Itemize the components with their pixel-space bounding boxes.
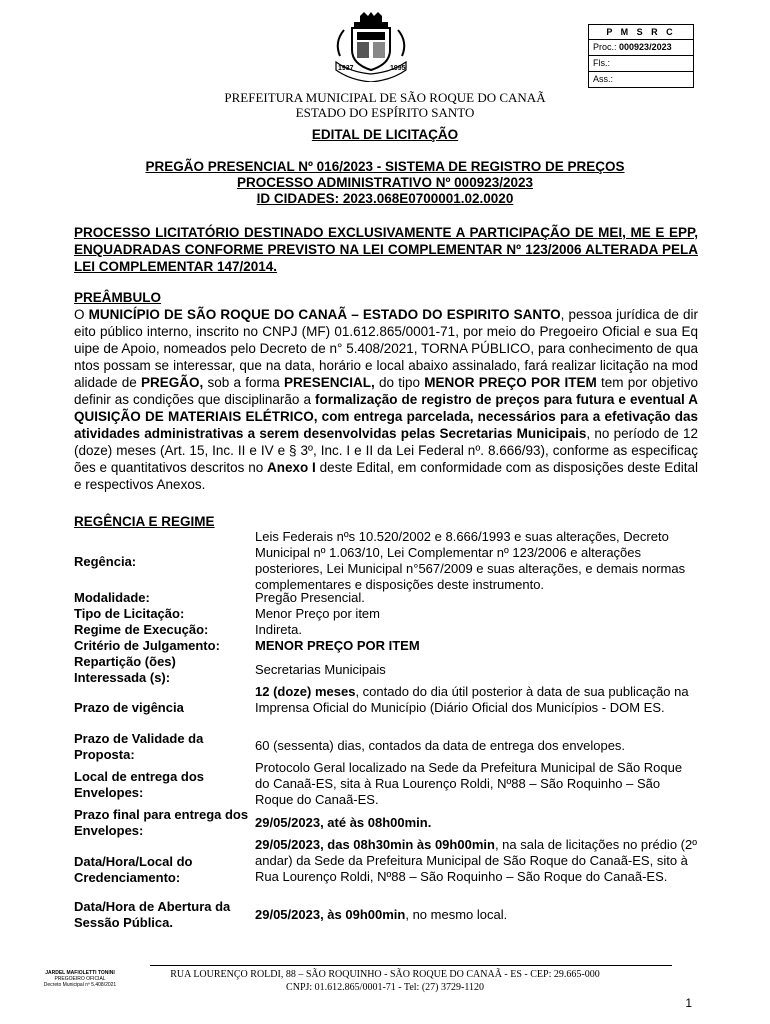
page-number: 1 — [685, 996, 692, 1010]
regime-label-vigencia: Prazo de vigência — [74, 700, 184, 715]
regime-label-tipo: Tipo de Licitação: — [74, 606, 185, 621]
regime-value-vigencia: 12 (doze) meses, contado do dia útil posterior à data de sua publicação na Imprensa Oficial do Município (Diário Oficial dos Municípios - DOM ES. — [255, 684, 689, 715]
signature-decree: Decreto Municipal nº 5.408/2021 — [43, 982, 117, 988]
regime-title: REGÊNCIA E REGIME — [74, 514, 215, 529]
subtitle-id-cidades: ID CIDADES: 2023.068E0700001.02.0020 — [256, 191, 514, 206]
regime-value-local-entrega: Protocolo Geral localizado na Sede da Prefeitura Municipal de São Roque do Canaã-ES, sita à Rua Lourenço Roldi, Nº88 – São Roquinho – São Roque do Canaã-ES. — [255, 760, 683, 807]
preamble-title: PREÂMBULO — [74, 290, 161, 305]
regime-label-prazo-final: Prazo final para entrega dos Envelopes: — [74, 807, 249, 838]
header-state: ESTADO DO ESPÍRITO SANTO — [295, 105, 475, 120]
regime-value-abertura: 29/05/2023, às 09h00min, no mesmo local. — [255, 907, 508, 922]
regime-value-validade: 60 (sessenta) dias, contados da data de entrega dos envelopes. — [255, 738, 626, 753]
crest-year-left: 1937 — [338, 65, 354, 72]
crest-year-right: 1995 — [390, 65, 406, 72]
document-title: EDITAL DE LICITAÇÃO — [311, 127, 459, 142]
preamble-text: O MUNICÍPIO DE SÃO ROQUE DO CANAÃ – ESTADO DO ESPIRITO SANTO, pessoa jurídica de direito público interno, inscrito no CNPJ (MF) 01.612.865/0001-71, por meio do Pregoeiro Oficial e sua Equipe de Apoio, nomeados pelo Decreto de n° 5.408/2021, TORNA PÚBLICO, para conhecimento de quantos possam se interessar, que na data, horário e local abaixo assinalado, fará realizar licitação na modalidade de PREGÃO, sob a forma PRESENCIAL, do tipo MENOR PREÇO POR ITEM tem por objetivo definir as condições que disciplinarão a formalização de registro de preços para futura e eventual AQUISIÇÃO DE MATERIAIS ELÉTRICO, com entrega parcelada, necessários para a efetivação das atividades administrativas a serem desenvolvidas pelas Secretarias Municipais, no período de 12 (doze) meses (Art. 15, Inc. II e IV e § 3º, Inc. I e II da Lei Federal nº. 8.666/93), conforme as especificações e quantitativos descritos no Anexo I deste Edital, em conformidade com as disposições deste Edital e respectivos Anexos. — [74, 307, 699, 492]
subtitle-processo: PROCESSO ADMINISTRATIVO Nº 000923/2023 — [236, 175, 534, 190]
footer-divider — [150, 965, 672, 966]
regime-label-local-entrega: Local de entrega dos Envelopes: — [74, 769, 205, 800]
regime-value-regencia: Leis Federais nºs 10.520/2002 e 8.666/1993 e suas alterações, Decreto Municipal nº 1.063/10, Lei Complementar nº 123/2006 e alterações posteriores, Lei Municipal n°567/2009 e suas alterações, e demais normas complementares e disposições deste instrumento. — [255, 529, 686, 592]
footer-contact: CNPJ: 01.612.865/0001-71 - Tel: (27) 3729-1120 — [286, 982, 484, 993]
regime-label-abertura: Data/Hora de Abertura da Sessão Pública. — [74, 899, 231, 930]
fls-label: Fls.: — [593, 58, 610, 68]
coat-of-arms-icon — [330, 12, 412, 82]
regime-value-credenciamento: 29/05/2023, das 08h30min às 09h00min, na sala de licitações no prédio (2º andar) da Sede da Prefeitura Municipal de São Roque do Canaã-ES, sito à Rua Lourenço Roldi, Nº88 – São Roquinho – São Roque do Canaã-ES. — [255, 837, 697, 884]
proc-label: Proc.: — [593, 42, 617, 52]
exclusive-notice: PROCESSO LICITATÓRIO DESTINADO EXCLUSIVAMENTE A PARTICIPAÇÃO DE MEI, ME E EPP, ENQUADRADAS CONFORME PREVISTO NA LEI COMPLEMENTAR Nº 123/2006 ALTERADA PELA LEI COMPLEMENTAR 147/2014. — [74, 225, 698, 274]
regime-label-validade: Prazo de Validade da Proposta: — [74, 731, 204, 762]
protocol-proc-row — [589, 40, 693, 56]
regime-label-criterio: Critério de Julgamento: — [74, 638, 220, 653]
regime-value-tipo: Menor Preço por item — [255, 606, 380, 621]
regime-label-credenciamento: Data/Hora/Local do Credenciamento: — [74, 854, 193, 885]
regime-value-criterio: MENOR PREÇO POR ITEM — [255, 638, 420, 653]
regime-label-reparticao: Repartição (ões) Interessada (s): — [74, 654, 176, 685]
regime-label-regencia: Regência: — [74, 554, 137, 569]
regime-value-execucao: Indireta. — [255, 622, 302, 637]
subtitle-pregao: PREGÃO PRESENCIAL Nº 016/2023 - SISTEMA DE REGISTRO DE PREÇOS — [145, 159, 625, 174]
regime-value-modalidade: Pregão Presencial. — [255, 590, 365, 605]
footer-address: RUA LOURENÇO ROLDI, 88 – SÃO ROQUINHO - SÃO ROQUE DO CANAÃ - ES - CEP: 29.665-000 — [170, 969, 600, 980]
ass-label: Ass.: — [593, 74, 614, 84]
protocol-fls-row — [589, 56, 693, 72]
regime-value-reparticao: Secretarias Municipais — [255, 662, 386, 677]
protocol-box — [588, 24, 694, 88]
regime-label-modalidade: Modalidade: — [74, 590, 150, 605]
header-municipality: PREFEITURA MUNICIPAL DE SÃO ROQUE DO CANAÃ — [224, 90, 546, 105]
proc-value: 000923/2023 — [619, 42, 672, 52]
regime-value-prazo-final: 29/05/2023, até às 08h00min. — [255, 815, 432, 830]
protocol-header: P M S R C — [589, 25, 693, 40]
signature-role: PREGOEIRO OFICIAL — [54, 976, 106, 982]
regime-label-execucao: Regime de Execução: — [74, 622, 209, 637]
protocol-ass-row — [589, 72, 693, 87]
signature-name: JARDEL MAFIOLETTI TONINI — [45, 970, 115, 976]
